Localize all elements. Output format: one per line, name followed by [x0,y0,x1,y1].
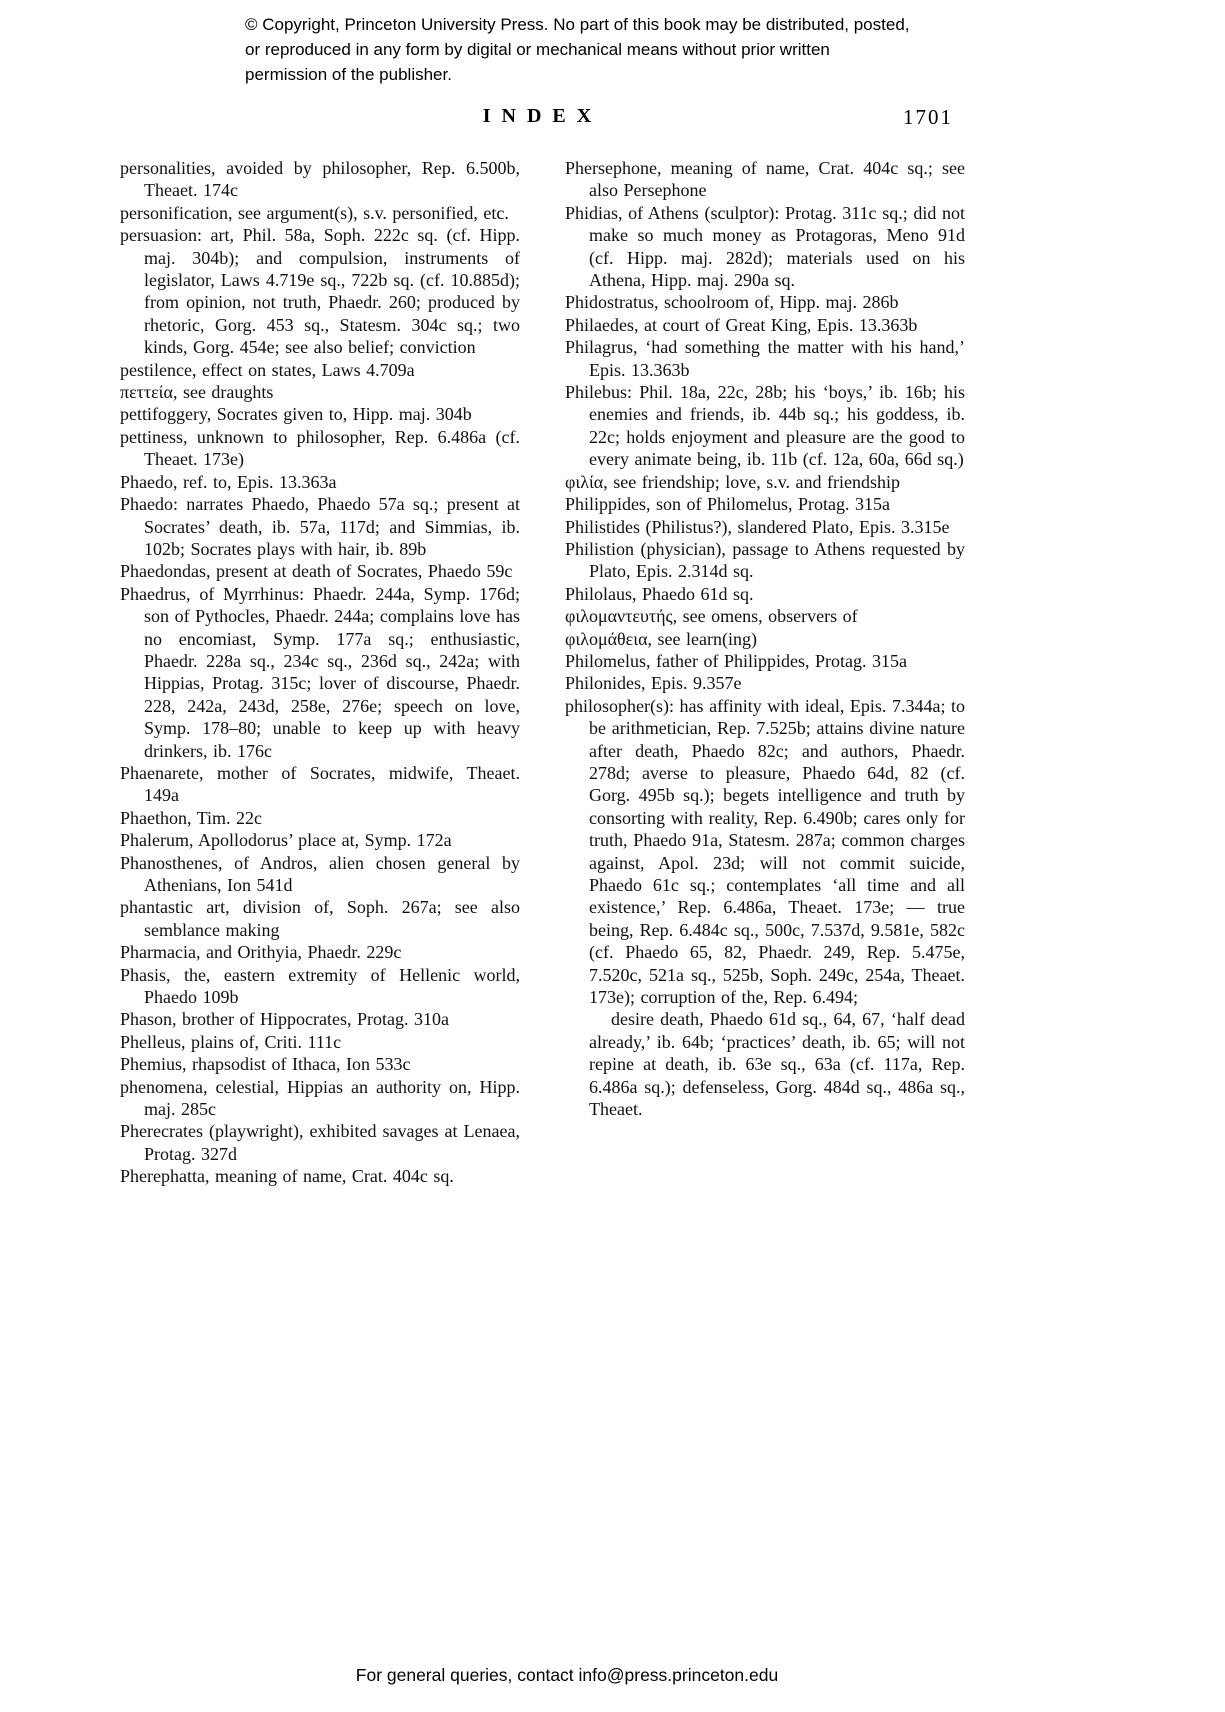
index-entry: Phasis, the, eastern extremity of Hellenic world, Phaedo 109b [120,964,520,1008]
index-entry: Phaethon, Tim. 22c [120,807,263,828]
index-entry: Philonides, Epis. 9.357e [565,673,742,694]
index-entry: pettiness, unknown to philosopher, Rep. 6.486a (cf. Theaet. 173e) [120,426,520,470]
index-entry: Phersephone, meaning of name, Crat. 404c sq.; see also Persephone [565,158,965,201]
index-page [0,12,1225,1685]
index-entry: Pharmacia, and Orithyia, Phaedr. 229c [120,942,402,963]
index-entry: Phidostratus, schoolroom of, Hipp. maj. 286b [565,292,899,313]
index-entry: φιλομαντευτής, see omens, observers of [565,606,858,627]
index-entry: Pherephatta, meaning of name, Crat. 404c sq. [120,1166,454,1187]
index-entry: phantastic art, division of, Soph. 267a; see also semblance making [120,897,520,940]
index-entry: φιλία, see friendship; love, s.v. and friendship [565,471,901,492]
index-entry: Pherecrates (playwright), exhibited savages at Lenaea, Protag. 327d [120,1121,520,1164]
index-entry: Philaedes, at court of Great King, Epis. 13.363b [565,314,918,335]
index-entry: persuasion: art, Phil. 58a, Soph. 222c sq. (cf. Hipp. maj. 304b); and compulsion, instruments of legislator, Laws 4.719e sq., 722b sq. (cf. 10.885d); from opinion, not truth, Phaedr. 260; produced by rhetoric, Gorg. 453 sq., Statesm. 304c sq.; two kinds, Gorg. 454e; see also belief; conviction [120,225,520,358]
index-entry: Phalerum, Apollodorus’ place at, Symp. 172a [120,830,452,851]
page-title: INDEX [482,105,603,127]
index-entry: Phidias, of Athens (sculptor): Protag. 311c sq.; did not make so much money as Protagoras, Meno 91d (cf. Hipp. maj. 282d); materials used on his Athena, Hipp. maj. 290a sq. [565,202,965,291]
index-entry: Philippides, son of Philomelus, Protag. 315a [565,494,891,515]
index-entry: Phanosthenes, of Andros, alien chosen general by Athenians, Ion 541d [120,852,520,895]
page-header [120,105,965,133]
index-entry: Phaedo, ref. to, Epis. 13.363a [120,471,337,492]
index-entry: Philistides (Philistus?), slandered Plato, Epis. 3.315e [565,516,950,537]
index-entry: philosopher(s): has affinity with ideal, Epis. 7.344a; to be arithmetician, Rep. 7.525b; attains divine nature after death, Phaedo 82c; and authors, Phaedr. 278d; averse to pleasure, Phaedo 64d, 82 (cf. Gorg. 495b sq.); begets intelligence and truth by consorting with reality, Rep. 6.490b; cares only for truth, Phaedo 91a, Statesm. 287a; common charges against, Apol. 23d; will not commit suicide, Phaedo 61c sq.; contemplates ‘all time and all existence,’ Rep. 6.486a, Theaet. 173e; — true being, Rep. 6.484c sq., 500c, 7.537d, 9.581e, 582c (cf. Phaedo 65, 82, Phaedr. 249, Rep. 5.475e, 7.520c, 521a sq., 525b, Soph. 249c, 254a, Theaet. 173e); corruption of the, Rep. 6.494; [565,695,965,1008]
index-entry: pestilence, effect on states, Laws 4.709a [120,359,415,380]
index-column-right [565,157,965,1188]
index-entry: Phelleus, plains of, Criti. 111c [120,1031,342,1052]
index-entry: personification, see argument(s), s.v. personified, etc. [120,202,509,223]
index-entry: Phaedo: narrates Phaedo, Phaedo 57a sq.; present at Socrates’ death, ib. 57a, 117d; and Simmias, ib. 102b; Socrates plays with hair, ib. 89b [120,494,520,559]
index-entry: Phaedondas, present at death of Socrates, Phaedo 59c [120,561,513,582]
index-columns [120,157,965,1188]
index-entry: Phaenarete, mother of Socrates, midwife, Theaet. 149a [120,762,520,806]
index-entry: Philebus: Phil. 18a, 22c, 28b; his ‘boys,’ ib. 16b; his enemies and friends, ib. 44b sq.; his goddess, ib. 22c; holds enjoyment and pleasure are the good to every animate being, ib. 11b (cf. 12a, 60a, 66d sq.) [565,382,965,470]
index-entry: Philistion (physician), passage to Athens requested by Plato, Epis. 2.314d sq. [565,538,965,582]
index-entry: Phemius, rhapsodist of Ithaca, Ion 533c [120,1054,411,1075]
index-column-left [120,157,520,1188]
index-entry: phenomena, celestial, Hippias an authority on, Hipp. maj. 285c [120,1076,520,1120]
index-entry: πεττεία, see draughts [120,382,274,403]
page-number: 1701 [903,105,953,129]
index-entry: φιλομάθεια, see learn(ing) [565,628,757,649]
index-entry: Phaedrus, of Myrrhinus: Phaedr. 244a, Symp. 176d; son of Pythocles, Phaedr. 244a; complains love has no encomiast, Symp. 177a sq.; enthusiastic, Phaedr. 228a sq., 234c sq., 236d sq., 242a; with Hippias, Protag. 315c; lover of discourse, Phaedr. 228, 242a, 243d, 258e, 276e; speech on love, Symp. 178–80; unable to keep up with heavy drinkers, ib. 176c [120,583,520,761]
index-entry: Phason, brother of Hippocrates, Protag. 310a [120,1009,449,1030]
index-entry: Philomelus, father of Philippides, Protag. 315a [565,650,907,671]
copyright-notice: © Copyright, Princeton University Press. No part of this book may be distributed, posted, or reproduced in any form by digital or mechanical means without prior written permission of the publisher. [245,15,910,84]
index-entry: Philagrus, ‘had something the matter with his hand,’ Epis. 13.363b [565,337,965,380]
index-entry: pettifoggery, Socrates given to, Hipp. maj. 304b [120,404,472,425]
index-entry: personalities, avoided by philosopher, Rep. 6.500b, Theaet. 174c [120,158,520,201]
index-entry: Philolaus, Phaedo 61d sq. [565,583,754,604]
index-entry: desire death, Phaedo 61d sq., 64, 67, ‘half dead already,’ ib. 64b; ‘practices’ death, ib. 65; will not repine at death, ib. 63e sq., 63a (cf. 117a, Rep. 6.486a sq.); defenseless, Gorg. 484d sq., 486a sq., Theaet. [589,1009,965,1120]
footer-contact: For general queries, contact info@press.princeton.edu [355,1665,779,1685]
